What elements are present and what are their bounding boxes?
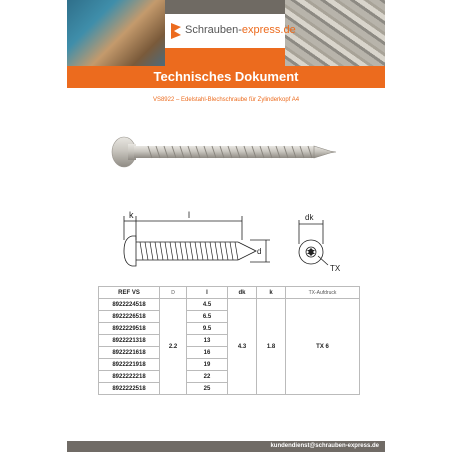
header-ref: REF VS: [99, 287, 160, 299]
table-row: [99, 299, 360, 311]
ref-cell: 8922221618: [99, 347, 160, 359]
d-cell: 2.2: [160, 299, 187, 395]
label-tx: TX: [330, 264, 341, 273]
ref-cell: 8922222518: [99, 383, 160, 395]
header-tx: TX-Aufdruck: [286, 287, 360, 299]
footer-email: kundendienst@schrauben-express.de: [67, 441, 385, 452]
spec-table: [98, 286, 360, 395]
header-k: k: [257, 287, 286, 299]
header-d: D: [160, 287, 187, 299]
label-d: d: [257, 247, 262, 256]
ref-cell: 8922221318: [99, 335, 160, 347]
k-cell: 1.8: [257, 299, 286, 395]
l-cell: 25: [187, 383, 228, 395]
header-l: l: [187, 287, 228, 299]
l-cell: 4.5: [187, 299, 228, 311]
l-cell: 9.5: [187, 323, 228, 335]
ref-cell: 8922226518: [99, 311, 160, 323]
table-header-row: [99, 287, 360, 299]
label-l: l: [188, 210, 190, 220]
ref-cell: 8922229518: [99, 323, 160, 335]
l-cell: 19: [187, 359, 228, 371]
product-subtitle: VS8922 – Edelstahl-Blechschraube für Zylinderkopf A4: [152, 97, 300, 103]
l-cell: 6.5: [187, 311, 228, 323]
l-cell: 22: [187, 371, 228, 383]
l-cell: 13: [187, 335, 228, 347]
page-title: Technisches Dokument: [67, 66, 385, 88]
label-k: k: [129, 210, 134, 220]
header-dk: dk: [228, 287, 257, 299]
l-cell: 16: [187, 347, 228, 359]
tx-cell: TX 6: [286, 299, 360, 395]
ref-cell: 8922221918: [99, 359, 160, 371]
logo-text: Schrauben-express.de: [185, 24, 296, 36]
ref-cell: 8922224518: [99, 299, 160, 311]
ref-cell: 8922222218: [99, 371, 160, 383]
dk-cell: 4.3: [228, 299, 257, 395]
label-dk: dk: [305, 213, 314, 222]
